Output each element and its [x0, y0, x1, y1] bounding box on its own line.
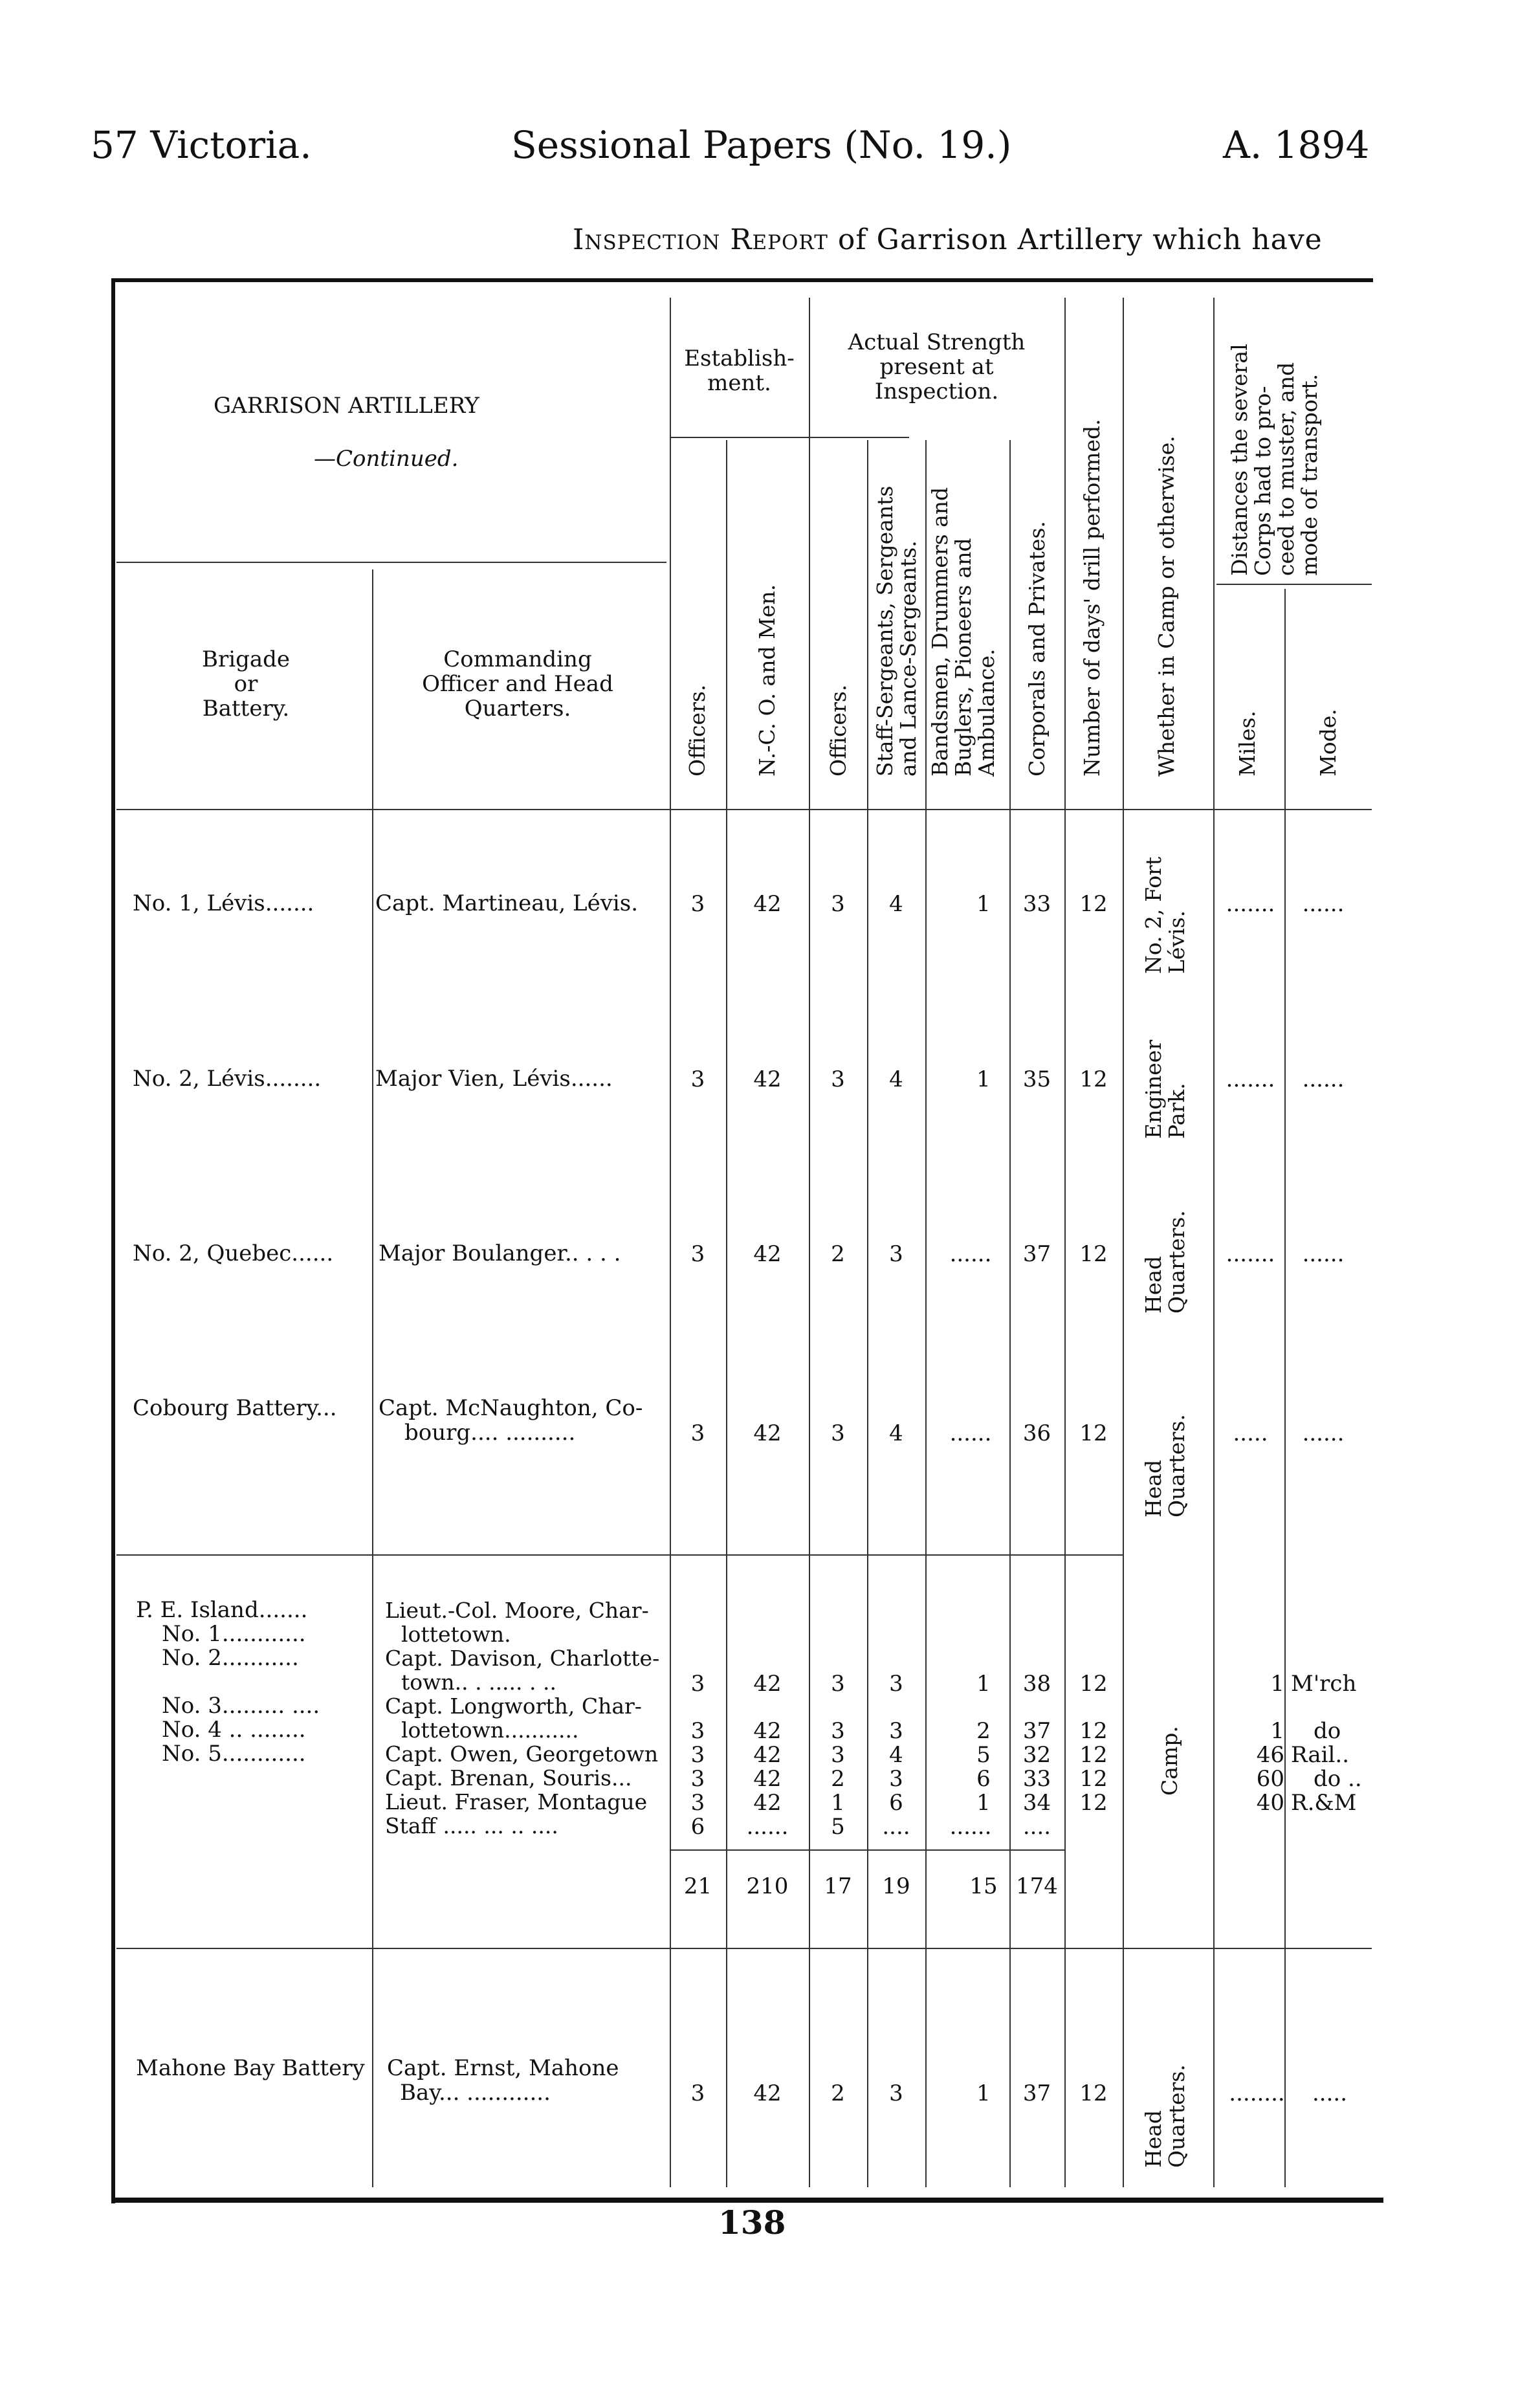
- cell: R.&M: [1291, 1790, 1357, 1816]
- cell: 5: [831, 1814, 845, 1840]
- cell: 3: [690, 1766, 705, 1792]
- cell: 3: [889, 1766, 903, 1792]
- cell: 3: [690, 2080, 705, 2106]
- col-line: [867, 440, 868, 2187]
- cell: 2: [831, 2080, 845, 2106]
- cell: M'rch: [1291, 1671, 1357, 1697]
- row-mahone-camp: Head Quarters.: [1141, 2064, 1189, 2168]
- header-rule: [1216, 584, 1372, 585]
- cell: 38: [1022, 1671, 1051, 1697]
- total-cell: 210: [746, 1873, 789, 1899]
- cell: ......: [1302, 1241, 1345, 1267]
- row-cobourg-officer: Capt. McNaughton, Co- bourg.... ..........: [379, 1395, 643, 1446]
- table-top-border: [111, 278, 1373, 282]
- row-mahone-brigade: Mahone Bay Battery: [136, 2055, 365, 2081]
- cell: 34: [1022, 1790, 1051, 1816]
- col-bandsmen: Bandsmen, Drummers and Buglers, Pioneers and Ambulance.: [927, 487, 999, 777]
- cell: 12: [1079, 1790, 1108, 1816]
- total-cell: 21: [683, 1873, 712, 1899]
- cell: 42: [753, 1241, 782, 1267]
- cell: 3: [690, 891, 705, 917]
- cell: ......: [1302, 1066, 1345, 1092]
- col-line: [1009, 440, 1011, 2187]
- col-line: [1213, 298, 1215, 2187]
- total-cell: 15: [969, 1873, 998, 1899]
- cell: 3: [831, 1671, 845, 1697]
- cell: 3: [889, 2080, 903, 2106]
- col-line: [925, 440, 927, 2187]
- row-quebec-brigade: No. 2, Quebec......: [133, 1241, 334, 1266]
- cell: 46: [1256, 1742, 1284, 1768]
- cell: 12: [1079, 1718, 1108, 1744]
- cell: 1: [976, 1790, 991, 1816]
- cell: 1: [976, 1066, 991, 1092]
- cell: ......: [949, 1420, 992, 1446]
- col-corporals: Corporals and Privates.: [1024, 521, 1050, 777]
- cell: .....: [1312, 2080, 1348, 2106]
- cell: 33: [1022, 1766, 1051, 1792]
- cell: Rail..: [1291, 1742, 1350, 1768]
- cell: 35: [1022, 1066, 1051, 1092]
- title-prefix: Inspection Report: [573, 223, 828, 256]
- col-staff-sergeants: Staff-Sergeants, Sergeants and Lance-Sergeants.: [872, 485, 921, 777]
- cell: 2: [831, 1766, 845, 1792]
- cell: 1: [976, 1671, 991, 1697]
- cell: 37: [1022, 2080, 1051, 2106]
- row-mahone-officer: Capt. Ernst, Mahone Bay... ............: [387, 2055, 619, 2106]
- title-rest: of Garrison Artillery which have: [837, 223, 1323, 256]
- row-levis1-camp: No. 2, Fort Lévis.: [1141, 856, 1189, 974]
- cell: 12: [1079, 2080, 1108, 2106]
- col-distances: Distances the several Corps had to pro- ceed to muster, and mode of transport.: [1227, 344, 1322, 576]
- total-cell: 17: [824, 1873, 852, 1899]
- row-quebec-camp: Head Quarters.: [1141, 1210, 1189, 1314]
- cell: 3: [690, 1790, 705, 1816]
- section-title: GARRISON ARTILLERY: [214, 393, 479, 419]
- cell: 12: [1079, 891, 1108, 917]
- cell: .......: [1226, 1241, 1275, 1267]
- row-pei-officer: Lieut.-Col. Moore, Char- lottetown. Capt. Davison, Charlotte- town.. . ..... . .. Capt. Longworth, Char- lottetown........... Capt. Owen, Georgetown Capt. Brenan, Souris... Lieut. Fraser, Montague Staff ..... ... .. ....: [385, 1598, 660, 1838]
- cell: 6: [976, 1766, 991, 1792]
- row-pei-brigade: P. E. Island....... No. 1............ No. 2........... No. 3......... .... No. 4 .. ........ No. 5............: [136, 1597, 320, 1767]
- col-mode: Mode.: [1315, 709, 1341, 777]
- cell: 60: [1256, 1766, 1284, 1792]
- col-officers: Officers.: [685, 684, 710, 777]
- cell: ....: [1022, 1814, 1051, 1840]
- cell: 3: [831, 1066, 845, 1092]
- cell: 6: [889, 1790, 903, 1816]
- cell: 4: [889, 1066, 903, 1092]
- header-bottom-rule: [116, 809, 1372, 810]
- row-quebec-officer: Major Boulanger.. . . .: [379, 1241, 621, 1266]
- cell: 32: [1022, 1742, 1051, 1768]
- actual-strength-header: Actual Strength present at Inspection.: [848, 329, 1026, 404]
- cell: 1: [1270, 1671, 1284, 1697]
- cell: 12: [1079, 1420, 1108, 1446]
- col-line: [372, 569, 373, 2187]
- cell: 4: [889, 891, 903, 917]
- cell: ......: [949, 1814, 992, 1840]
- cell: 42: [753, 1066, 782, 1092]
- cell: 42: [753, 1420, 782, 1446]
- row-levis1-officer: Capt. Martineau, Lévis.: [375, 890, 639, 916]
- header-rule: [116, 562, 666, 563]
- header-center: Sessional Papers (No. 19.): [511, 123, 1012, 167]
- commanding-header: Commanding Officer and Head Quarters.: [422, 646, 613, 722]
- cell: 4: [889, 1420, 903, 1446]
- col-camp: Whether in Camp or otherwise.: [1154, 436, 1179, 777]
- cell: 12: [1079, 1066, 1108, 1092]
- cell: ......: [949, 1241, 992, 1267]
- cell: 3: [690, 1742, 705, 1768]
- cell: 3: [831, 1420, 845, 1446]
- cell: 1: [976, 2080, 991, 2106]
- total-cell: 19: [882, 1873, 910, 1899]
- brigade-header: Brigade or Battery.: [201, 646, 291, 722]
- cell: 12: [1079, 1671, 1108, 1697]
- cell: 4: [889, 1742, 903, 1768]
- cell: 3: [690, 1671, 705, 1697]
- cell: 3: [690, 1066, 705, 1092]
- cell: 3: [831, 891, 845, 917]
- cell: .......: [1226, 1066, 1275, 1092]
- cell: 3: [831, 1742, 845, 1768]
- cell: .....: [1233, 1420, 1268, 1446]
- col-line: [726, 440, 727, 2187]
- cell: 42: [753, 1790, 782, 1816]
- row-levis2-camp: Engineer Park.: [1141, 1039, 1189, 1139]
- total-cell: 174: [1016, 1873, 1058, 1899]
- group-separator: [116, 1554, 1123, 1556]
- cell: ....: [882, 1814, 910, 1840]
- cell: 42: [753, 1766, 782, 1792]
- cell: 12: [1079, 1766, 1108, 1792]
- page-title: [573, 223, 1323, 256]
- col-officers-actual: Officers.: [826, 684, 851, 777]
- totals-rule: [670, 1849, 1064, 1851]
- cell: 6: [690, 1814, 705, 1840]
- cell: 3: [889, 1241, 903, 1267]
- col-line: [1123, 298, 1124, 2187]
- cell: 2: [976, 1718, 991, 1744]
- cell: 36: [1022, 1420, 1051, 1446]
- cell: .......: [1226, 891, 1275, 917]
- col-nco-men: N.-C. O. and Men.: [754, 584, 780, 777]
- cell: 42: [753, 1742, 782, 1768]
- cell: do ..: [1314, 1766, 1362, 1792]
- cell: 2: [831, 1241, 845, 1267]
- cell: 42: [753, 1718, 782, 1744]
- table-bottom-border: [111, 2198, 1383, 2203]
- header-rule: [670, 437, 909, 438]
- cell: ......: [1302, 891, 1345, 917]
- row-cobourg-camp: Head Quarters.: [1141, 1414, 1189, 1517]
- cell: 37: [1022, 1718, 1051, 1744]
- cell: ......: [746, 1814, 789, 1840]
- col-miles: Miles.: [1235, 711, 1260, 777]
- cell: 42: [753, 2080, 782, 2106]
- cell: 42: [753, 891, 782, 917]
- cell: ........: [1229, 2080, 1285, 2106]
- cell: 33: [1022, 891, 1051, 917]
- col-days-drill: Number of days' drill performed.: [1079, 419, 1105, 777]
- row-levis1-brigade: No. 1, Lévis.......: [133, 890, 314, 916]
- cell: 3: [889, 1671, 903, 1697]
- cell: do: [1314, 1718, 1341, 1744]
- cell: 12: [1079, 1241, 1108, 1267]
- row-cobourg-brigade: Cobourg Battery...: [133, 1395, 337, 1421]
- group-separator: [116, 1948, 1372, 1949]
- cell: 42: [753, 1671, 782, 1697]
- cell: 40: [1256, 1790, 1284, 1816]
- cell: 3: [690, 1241, 705, 1267]
- row-levis2-brigade: No. 2, Lévis........: [133, 1066, 322, 1092]
- cell: 1: [831, 1790, 845, 1816]
- header-right: A. 1894: [1223, 123, 1370, 167]
- page-number: 138: [718, 2203, 786, 2242]
- section-continued: —Continued.: [314, 446, 459, 472]
- cell: 5: [976, 1742, 991, 1768]
- cell: 1: [1270, 1718, 1284, 1744]
- cell: 3: [690, 1420, 705, 1446]
- row-levis2-officer: Major Vien, Lévis......: [375, 1066, 613, 1092]
- cell: 3: [831, 1718, 845, 1744]
- row-pei-camp: Camp.: [1157, 1726, 1182, 1796]
- cell: 12: [1079, 1742, 1108, 1768]
- header-left: 57 Victoria.: [91, 123, 312, 167]
- establishment-header: Establish- ment.: [684, 346, 795, 396]
- table-left-border: [111, 278, 115, 2203]
- cell: 1: [976, 891, 991, 917]
- cell: 3: [690, 1718, 705, 1744]
- cell: ......: [1302, 1420, 1345, 1446]
- cell: 37: [1022, 1241, 1051, 1267]
- cell: 3: [889, 1718, 903, 1744]
